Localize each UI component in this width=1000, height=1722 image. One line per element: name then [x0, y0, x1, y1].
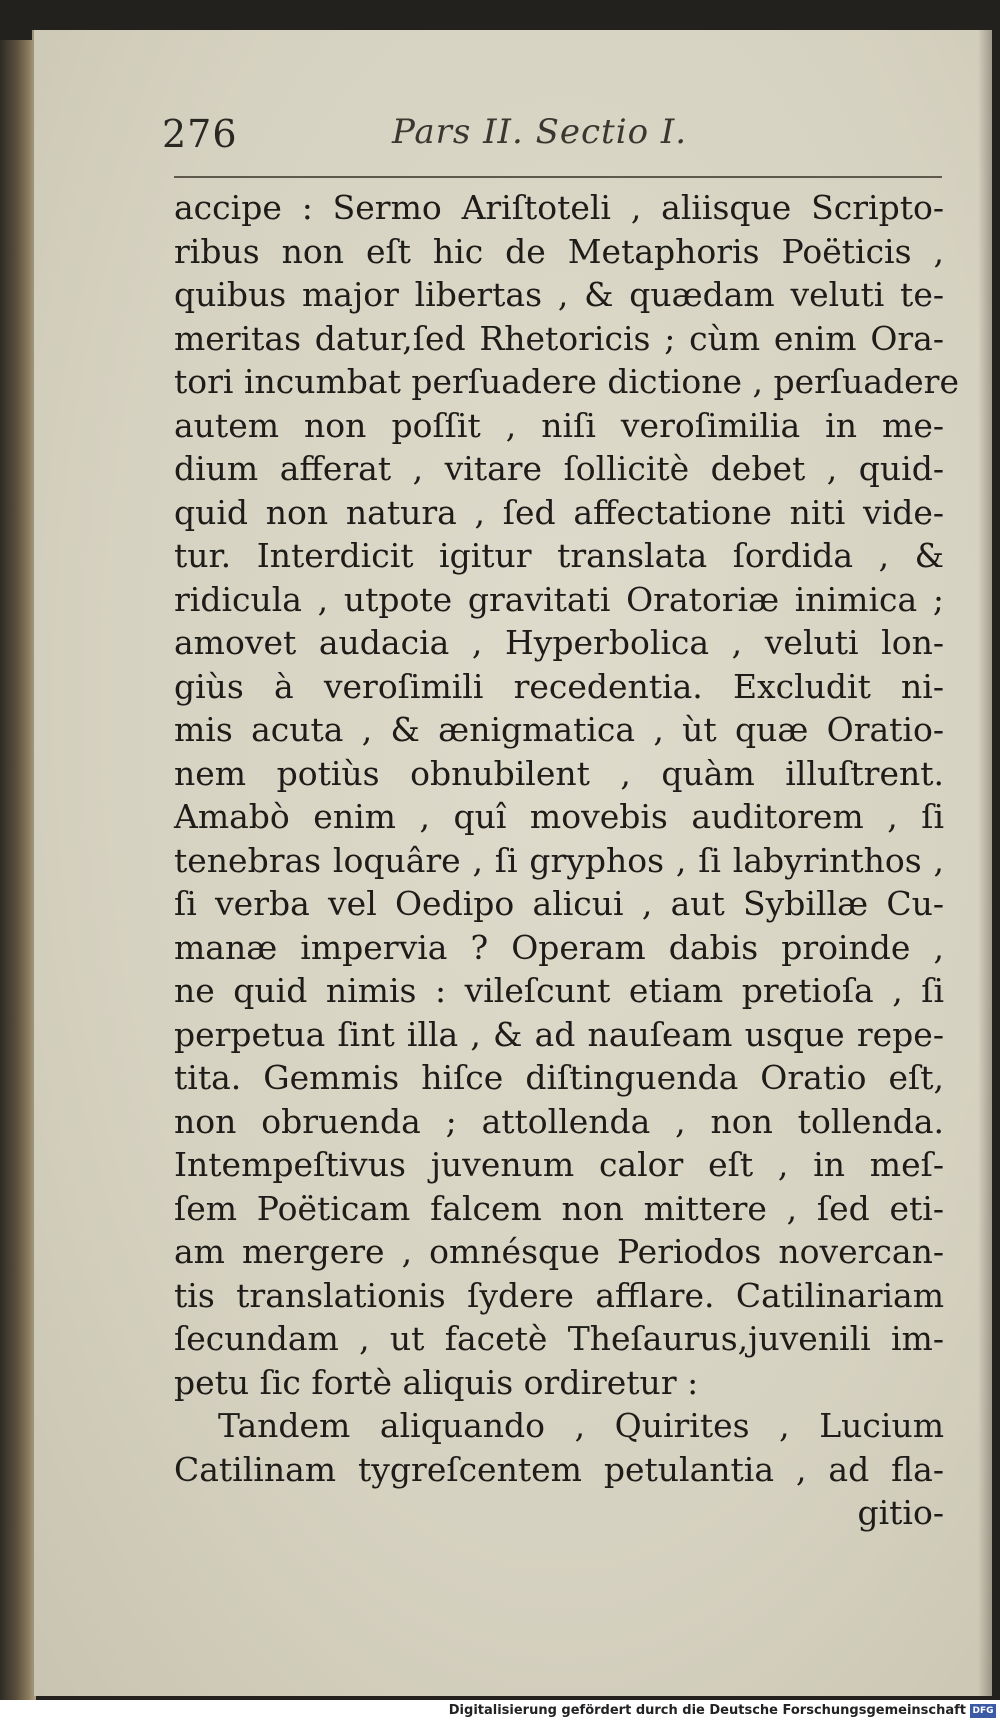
text-line: Tandem aliquando , Quirites , Lucium [218, 1406, 944, 1445]
running-head: Pars II. Sectio I. [392, 112, 688, 152]
text-line: giùs à veroſimili recedentia. Excludit ni- [174, 666, 944, 706]
page-number: 276 [162, 112, 238, 156]
text-line: quid non natura , ſed affectatione niti vide- [174, 492, 944, 532]
text-line: nem potiùs obnubilent , quàm illuſtrent. [174, 753, 944, 793]
page-header [162, 100, 962, 160]
text-line: manæ impervia ? Operam dabis proinde , [174, 927, 944, 967]
text-line: tenebras loquâre , ſi gryphos , ſi labyrinthos , [174, 840, 944, 880]
text-line: tori incumbat perſuadere dictione , perſuadere [174, 362, 959, 401]
funding-credit: Digitalisierung gefördert durch die Deutsche Forschungsgemeinschaft [448, 1703, 966, 1718]
text-line: ſi verba vel Oedipo alicui , aut Sybillæ Cu- [174, 884, 944, 923]
book-spine-edge [0, 40, 36, 1700]
text-line: dium afferat , vitare ſollicitè debet , quid- [174, 449, 944, 488]
text-line: ſem Poëticam falcem non mittere , ſed eti- [174, 1188, 944, 1228]
page-shadow [978, 30, 992, 1696]
text-line: mis acuta , & ænigmatica , ùt quæ Oratio- [174, 710, 944, 749]
text-line: amovet audacia , Hyperbolica , veluti lon- [174, 623, 944, 662]
text-line: tur. Interdicit igitur translata ſordida , & [174, 536, 944, 575]
body-text [174, 186, 959, 1535]
text-line: quibus major libertas , & quædam veluti te- [174, 275, 944, 314]
text-line: perpetua ſint illa , & ad nauſeam usque repe- [174, 1014, 944, 1054]
text-line: petu ſic fortè aliquis ordiretur : [174, 1362, 699, 1402]
text-line: tita. Gemmis hiſce diſtinguenda Oratio eſt, [174, 1058, 944, 1097]
text-line: autem non poſſit , niſi veroſimilia in me- [174, 405, 944, 445]
text-line: ribus non eſt hic de Metaphoris Poëticis , [174, 231, 944, 271]
header-rule [174, 176, 942, 178]
text-line: ridicula , utpote gravitati Oratoriæ inimica ; [174, 579, 944, 619]
text-line: Intempeſtivus juvenum calor eſt , in meſ- [174, 1145, 944, 1184]
text-line: accipe : Sermo Ariſtoteli , aliisque Scripto- [174, 188, 944, 227]
text-line: Catilinam tygreſcentem petulantia , ad fla- [174, 1449, 944, 1489]
catchword: gitio- [857, 1493, 944, 1532]
text-line: ne quid nimis : vileſcunt etiam pretioſa , ſi [174, 971, 944, 1010]
text-line: Amabò enim , quî movebis auditorem , ſi [174, 797, 944, 836]
text-line: meritas datur,ſed Rhetoricis ; cùm enim Ora- [174, 318, 944, 358]
text-line: tis translationis ſydere afflare. Catilinariam [174, 1275, 944, 1315]
text-line: am mergere , omnésque Periodos novercan- [174, 1232, 944, 1271]
text-line: ſecundam , ut facetè Theſaurus,juvenili im- [174, 1319, 944, 1358]
text-line: non obruenda ; attollenda , non tollenda. [174, 1101, 944, 1141]
digitization-footer [0, 1700, 1000, 1722]
dfg-logo-icon: DFG [970, 1704, 996, 1718]
